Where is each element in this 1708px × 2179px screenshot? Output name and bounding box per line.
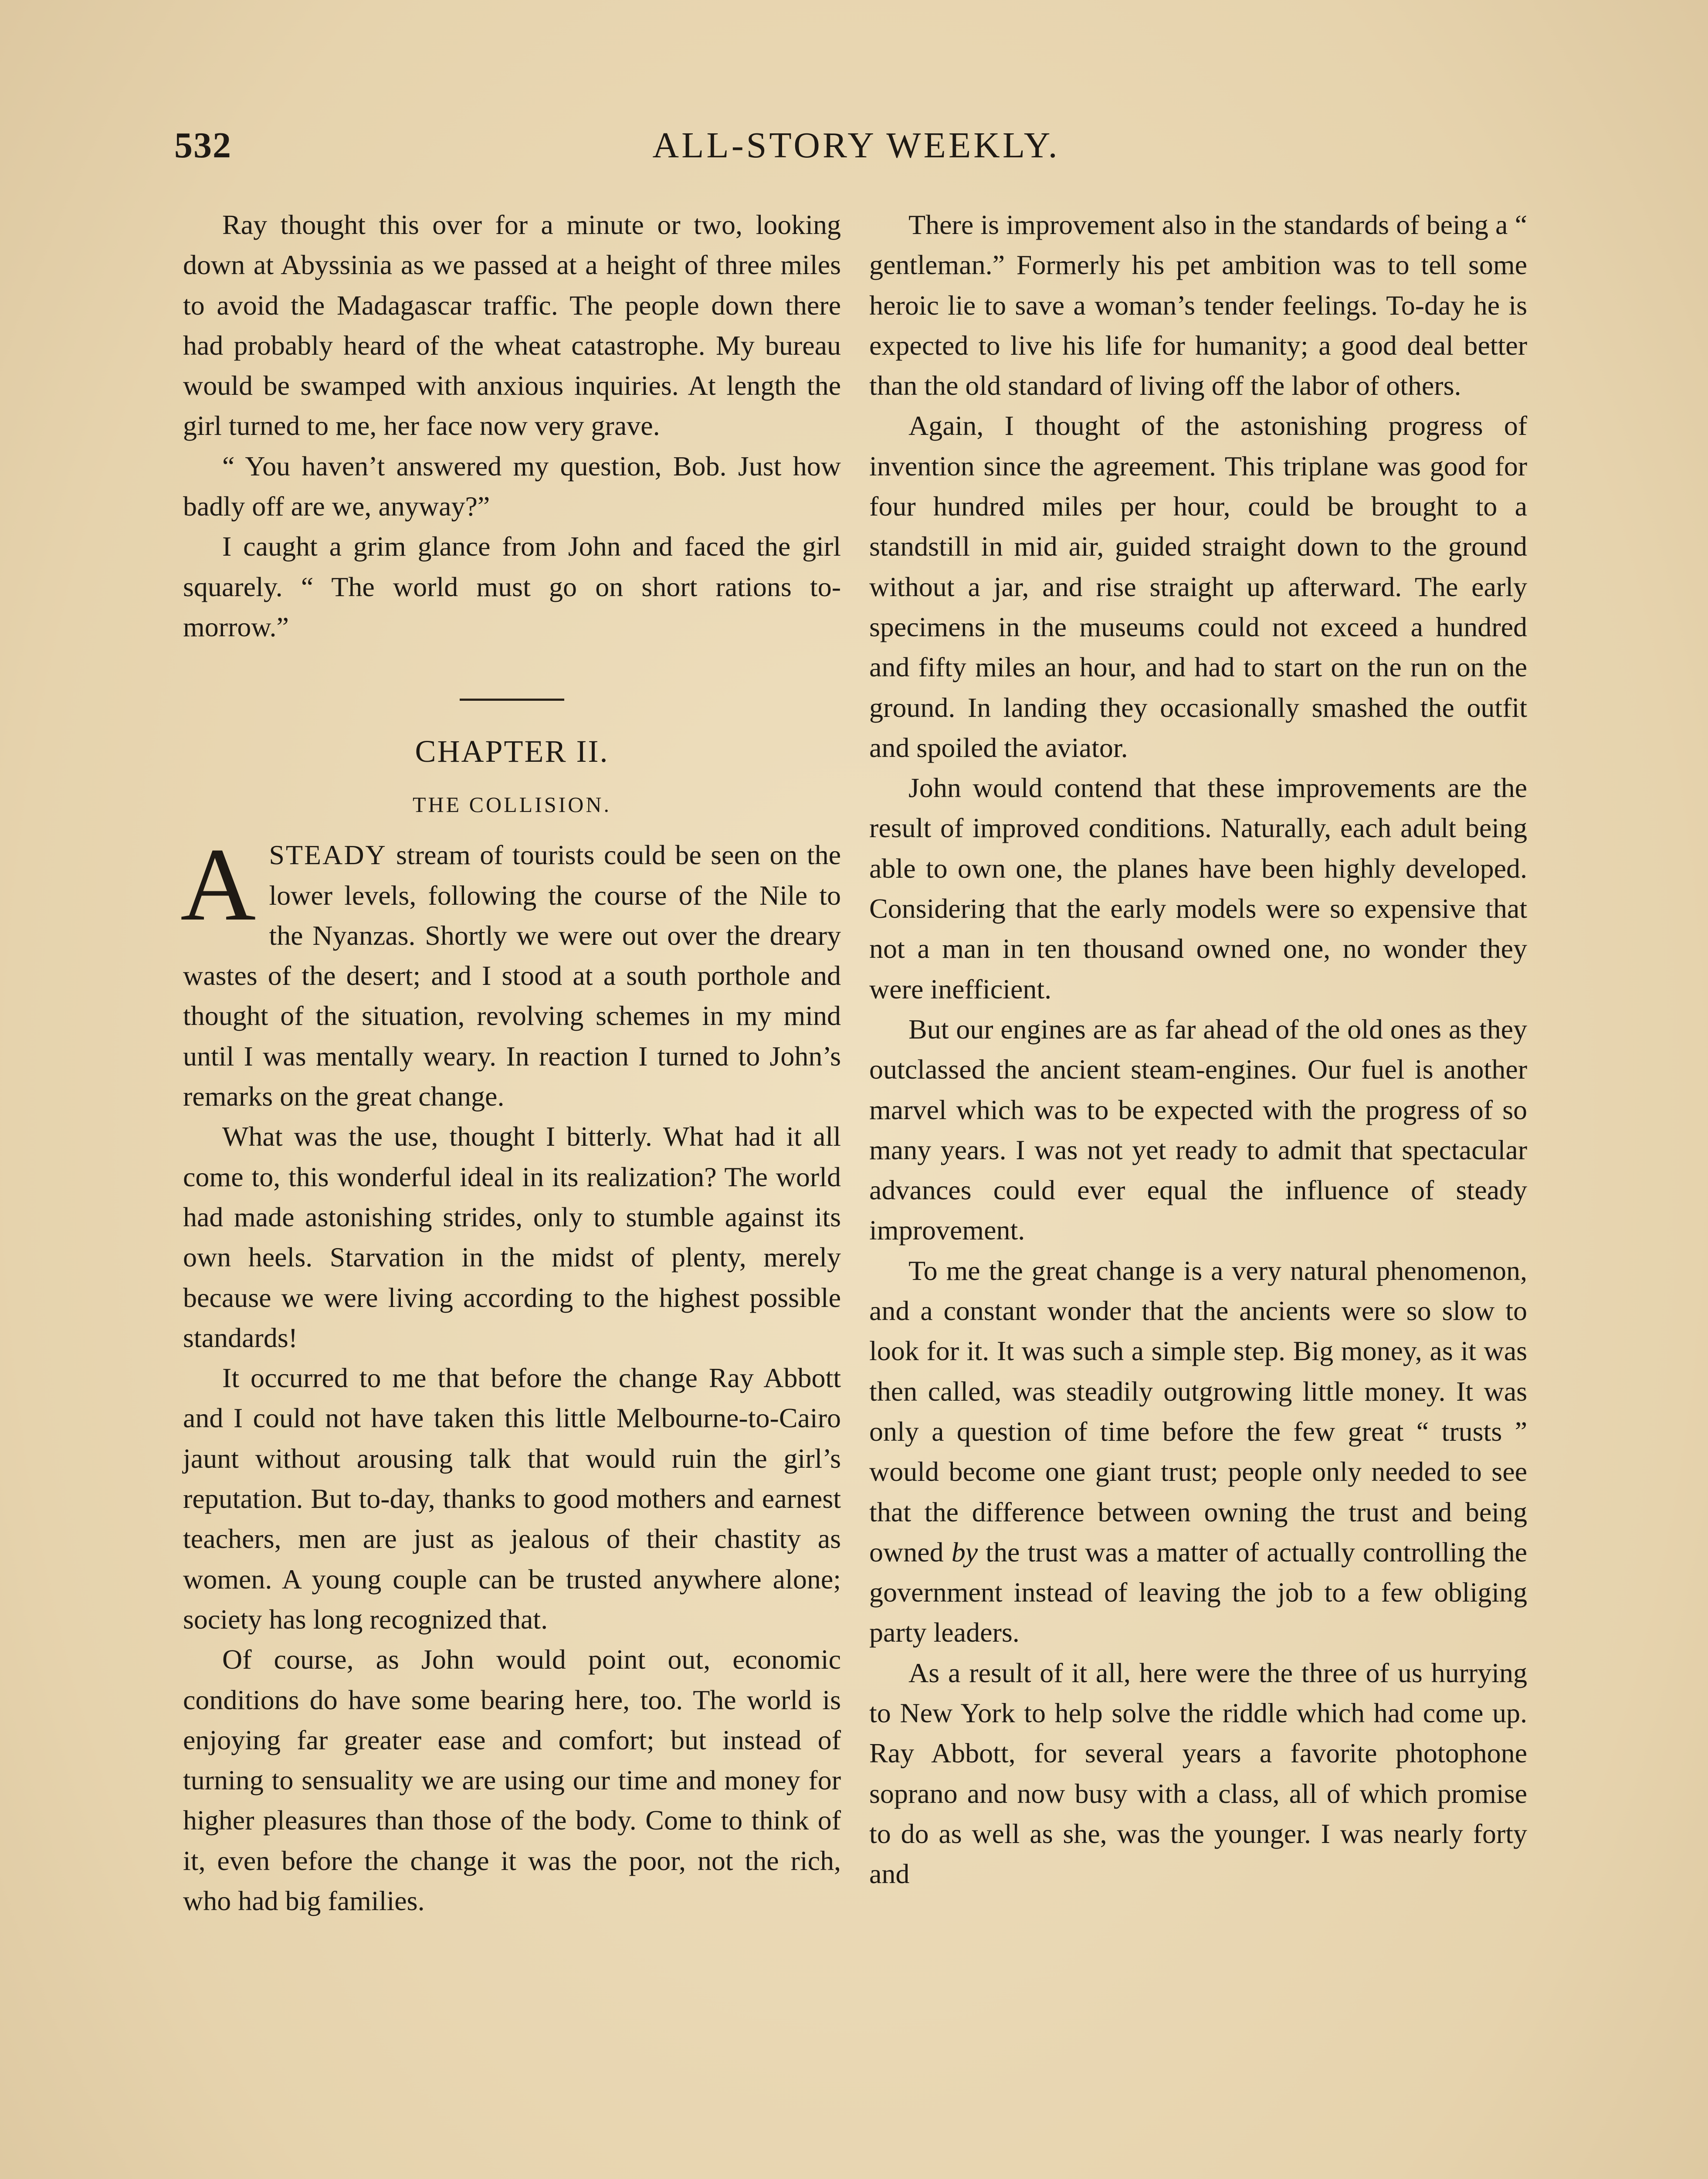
- chapter-subtitle: THE COLLISION.: [412, 792, 612, 817]
- running-title: ALL-STORY WEEKLY.: [652, 125, 1060, 166]
- paragraph-text: stream of tourists could be seen on the lower levels, following the course of the Nile to the Nyanzas. Shortly we were out over the dreary wastes of the desert; and I stood at a south porthole and thought of the situation, revolving schemes in my mind until I was mentally weary. In reaction I turned to John’s remarks on the great change.: [183, 839, 841, 1112]
- paragraph: It occurred to me that before the change Ray Abbott and I could not have taken this little Melbourne-to-Cairo jaunt without arousing talk that would ruin the girl’s reputation. But to-day, thanks to good mothers and earnest teachers, men are just as jealous of their chastity as women. A young couple can be trusted anywhere alone; society has long recognized that.: [183, 1362, 841, 1635]
- paragraph: Of course, as John would point out, economic conditions do have some bearing here, too. The world is enjoying far greater ease and comfort; but instead of turning to sensuality we are using our time and money for higher pleasures than those of the body. Come to think of it, even before the change it was the poor, not the rich, who had big families.: [183, 1644, 841, 1916]
- paragraph: But our engines are as far ahead of the old ones as they outclassed the ancient steam-engines. Our fuel is another marvel which was to be expected with the progress of so many years. I was not yet ready to admit that spectacular advances could ever equal the influence of steady improvement.: [869, 1013, 1527, 1246]
- paragraph: There is improvement also in the standards of being a “ gentleman.” Formerly his pet ambition was to tell some heroic lie to save a woman’s tender feelings. To-day he is expected to live his life for humanity; a good deal better than the old standard of living off the labor of others.: [869, 209, 1527, 401]
- page-number: 532: [174, 125, 232, 166]
- paragraph-text: To me the great change is a very natural phenomenon, and a constant wonder that the ancients were so slow to look for it. It was such a simple step. Big money, as it was then called, was steadily outgrowing little money. It was only a question of time before the few great “ trusts ” would become one giant trust; people only needed to see that the difference between owning the trust and being owned: [869, 1255, 1527, 1568]
- opening-words: STEADY: [269, 839, 387, 871]
- paragraph: Again, I thought of the astonishing progress of invention since the agreement. This triplane was good for four hundred miles per hour, could be brought to a standstill in mid air, guided straight down to the ground without a jar, and rise straight up afterward. The early specimens in the museums could not exceed a hundred and fifty miles an hour, and had to start on the run on the ground. In landing they occasionally smashed the outfit and spoiled the aviator.: [869, 410, 1527, 763]
- paragraph: As a result of it all, here were the three of us hurrying to New York to help solve the riddle which had come up. Ray Abbott, for several years a favorite photophone soprano and now busy with a class, all of which promise to do as well as she, was the younger. I was nearly forty and: [869, 1657, 1527, 1890]
- paragraph: I caught a grim glance from John and faced the girl squarely. “ The world must go on short rations to-morrow.”: [183, 531, 841, 642]
- paragraph: Ray thought this over for a minute or two, looking down at Abyssinia as we passed at a height of three miles to avoid the Madagascar traffic. The people down there had probably heard of the wheat catastrophe. My bureau would be swamped with anxious inquiries. At length the girl turned to me, her face now very grave.: [183, 209, 841, 441]
- paragraph: “ You haven’t answered my question, Bob. Just how badly off are we, anyway?”: [183, 450, 841, 522]
- right-column: [869, 205, 1527, 1894]
- chapter-title: CHAPTER II.: [415, 734, 609, 769]
- paragraph: What was the use, thought I bitterly. What had it all come to, this wonderful ideal in its realization? The world had made astonishing strides, only to stumble against its own heels. Starvation in the midst of plenty, merely because we were living according to the highest possible standards!: [183, 1121, 841, 1353]
- left-column: [180, 205, 841, 1921]
- paragraph-text: the trust was a matter of actually controlling the government instead of leaving the job to a few obliging party leaders.: [869, 1536, 1528, 1648]
- italic-word: by: [951, 1536, 978, 1568]
- drop-cap: A: [180, 826, 256, 943]
- chapter-first-paragraph: [180, 826, 841, 1117]
- paragraph: John would contend that these improvements are the result of improved conditions. Naturally, each adult being able to own one, the planes have been highly developed. Considering that the early models were so expensive that not a man in ten thousand owned one, no wonder they were inefficient.: [869, 772, 1527, 1005]
- section-divider: [460, 699, 564, 701]
- paragraph: [869, 1251, 1527, 1653]
- page-header: [174, 124, 1538, 172]
